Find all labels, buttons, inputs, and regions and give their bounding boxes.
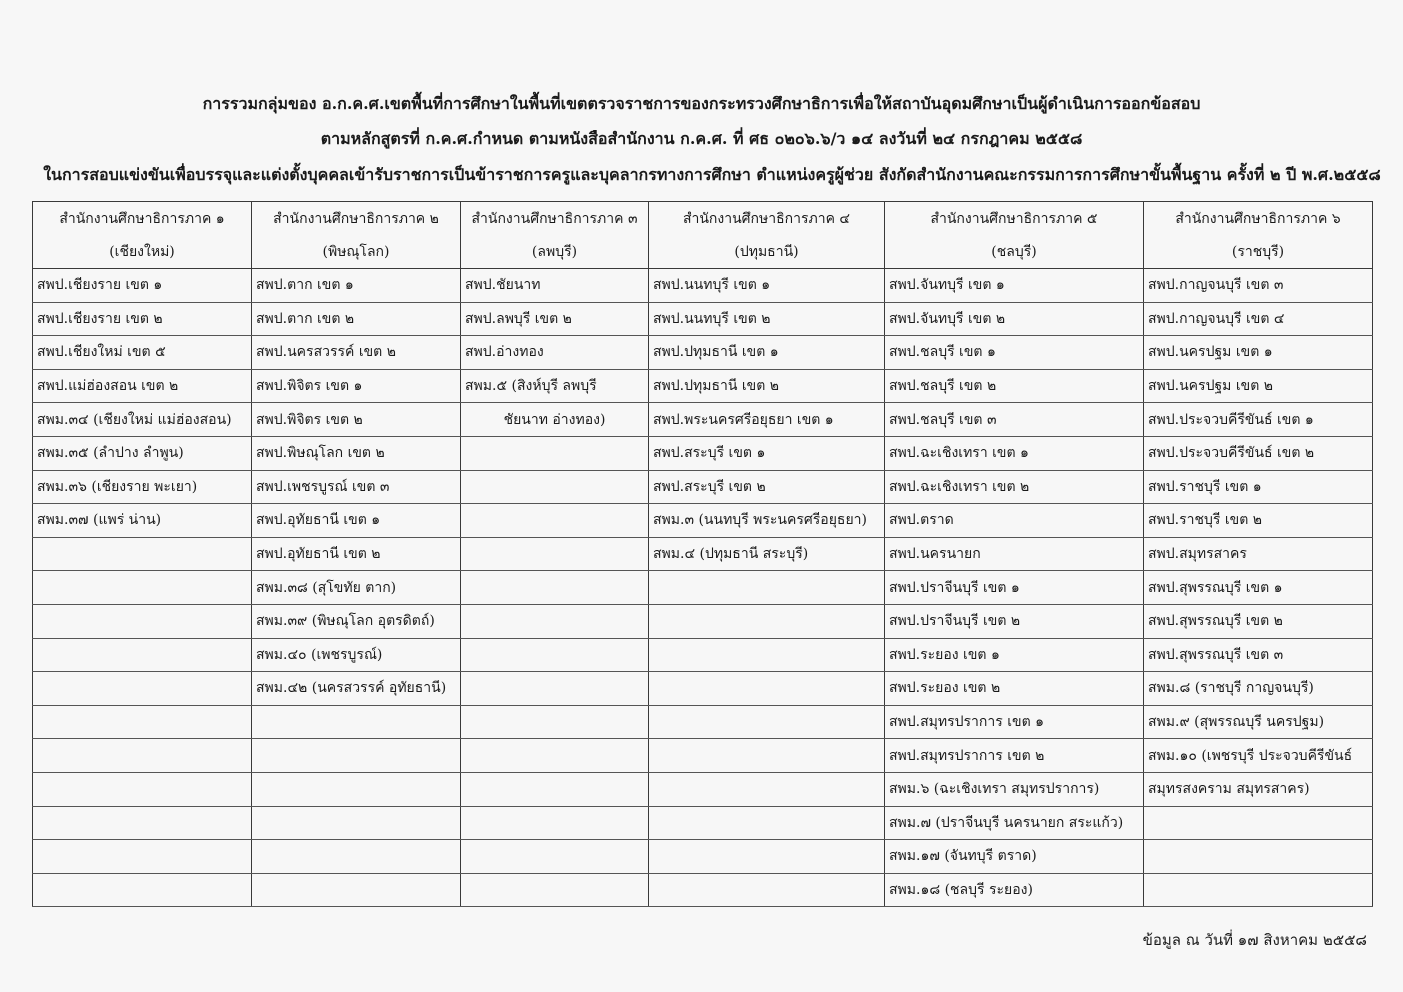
table-cell	[461, 504, 649, 538]
column-title: สำนักงานศึกษาธิการภาค ๔	[649, 202, 885, 236]
table-cell: สพม.๓๔ (เชียงใหม่ แม่ฮ่องสอน)	[33, 403, 252, 437]
column-subtitle: (พิษณุโลก)	[252, 235, 461, 269]
table-cell: สพป.จันทบุรี เขต ๒	[885, 302, 1144, 336]
document-title-line-1: การรวมกลุ่มของ อ.ก.ค.ศ.เขตพื้นที่การศึกษาในพื้นที่เขตตรวจราชการของกระทรวงศึกษาธิการเพื่อให้สถาบันอุดมศึกษาเป็นผู้ดำเนินการออกข้อสอบ	[202, 94, 1201, 113]
table-cell: สพป.ปราจีนบุรี เขต ๒	[885, 604, 1144, 638]
table-row	[33, 739, 1373, 773]
table-cell: สพป.สุพรรณบุรี เขต ๑	[1144, 571, 1373, 605]
table-row	[33, 806, 1373, 840]
table-row	[33, 672, 1373, 706]
table-cell: สพป.ลพบุรี เขต ๒	[461, 302, 649, 336]
table-cell: สพม.๓๗ (แพร่ น่าน)	[33, 504, 252, 538]
table-cell: สพป.นครปฐม เขต ๑	[1144, 336, 1373, 370]
table-cell: สพป.ระยอง เขต ๒	[885, 672, 1144, 706]
table-cell	[461, 873, 649, 907]
table-row	[33, 269, 1373, 303]
header-title-row	[33, 202, 1373, 236]
table-cell: สพป.สระบุรี เขต ๒	[649, 470, 885, 504]
table-cell: สพป.อุทัยธานี เขต ๑	[252, 504, 461, 538]
column-title: สำนักงานศึกษาธิการภาค ๖	[1144, 202, 1373, 236]
column-subtitle: (ราชบุรี)	[1144, 235, 1373, 269]
table-cell	[33, 772, 252, 806]
table-cell: สพป.นครปฐม เขต ๒	[1144, 369, 1373, 403]
table-row	[33, 772, 1373, 806]
table-cell: สพป.ชลบุรี เขต ๒	[885, 369, 1144, 403]
table-cell: สพป.สมุทรสาคร	[1144, 537, 1373, 571]
column-title: สำนักงานศึกษาธิการภาค ๒	[252, 202, 461, 236]
table-cell: สพป.พิจิตร เขต ๑	[252, 369, 461, 403]
table-row	[33, 638, 1373, 672]
table-cell: สพป.ฉะเชิงเทรา เขต ๑	[885, 436, 1144, 470]
table-cell: สพป.ปทุมธานี เขต ๑	[649, 336, 885, 370]
table-cell: สพป.เชียงใหม่ เขต ๕	[33, 336, 252, 370]
table-cell: สพม.๓๕ (ลำปาง ลำพูน)	[33, 436, 252, 470]
table-cell	[33, 537, 252, 571]
table-cell: สพป.พิษณุโลก เขต ๒	[252, 436, 461, 470]
table-cell: สพป.พระนครศรีอยุธยา เขต ๑	[649, 403, 885, 437]
table-cell: สพป.นนทบุรี เขต ๒	[649, 302, 885, 336]
table-cell: สพม.๓๘ (สุโขทัย ตาก)	[252, 571, 461, 605]
table-cell: สพม.๑๗ (จันทบุรี ตราด)	[885, 840, 1144, 874]
table-cell: สพป.ประจวบคีรีขันธ์ เขต ๑	[1144, 403, 1373, 437]
table-cell	[252, 772, 461, 806]
table-cell: สพม.๓๖ (เชียงราย พะเยา)	[33, 470, 252, 504]
table-cell	[252, 806, 461, 840]
table-row	[33, 436, 1373, 470]
table-cell: สพป.ราชบุรี เขต ๑	[1144, 470, 1373, 504]
table-row	[33, 571, 1373, 605]
column-title: สำนักงานศึกษาธิการภาค ๕	[885, 202, 1144, 236]
table-cell	[33, 840, 252, 874]
table-cell	[33, 806, 252, 840]
table-row	[33, 604, 1373, 638]
table-cell: สพป.ชัยนาท	[461, 269, 649, 303]
data-date-note: ข้อมูล ณ วันที่ ๑๗ สิงหาคม ๒๕๕๘	[1142, 931, 1367, 949]
table-cell	[461, 470, 649, 504]
table-cell: สพม.๔ (ปทุมธานี สระบุรี)	[649, 537, 885, 571]
table-cell	[461, 604, 649, 638]
table-cell	[252, 705, 461, 739]
column-subtitle: (ปทุมธานี)	[649, 235, 885, 269]
table-cell: สพม.๑๘ (ชลบุรี ระยอง)	[885, 873, 1144, 907]
table-cell	[1144, 806, 1373, 840]
table-cell	[461, 705, 649, 739]
table-row	[33, 537, 1373, 571]
table-cell: สพป.ตราด	[885, 504, 1144, 538]
table-cell	[461, 537, 649, 571]
table-cell	[649, 604, 885, 638]
table-cell: ชัยนาท อ่างทอง)	[461, 403, 649, 437]
column-subtitle: (ลพบุรี)	[461, 235, 649, 269]
table-cell	[649, 705, 885, 739]
table-cell	[649, 638, 885, 672]
table-cell: สพม.๔๐ (เพชรบูรณ์)	[252, 638, 461, 672]
table-row	[33, 705, 1373, 739]
table-cell	[649, 571, 885, 605]
document-title-line-2: ตามหลักสูตรที่ ก.ค.ศ.กำหนด ตามหนังสือสำนักงาน ก.ค.ศ. ที่ ศธ ๐๒๐๖.๖/ว ๑๔ ลงวันที่ ๒๔ กรกฎาคม ๒๕๕๘	[320, 129, 1083, 148]
table-row	[33, 470, 1373, 504]
header-subtitle-row	[33, 235, 1373, 269]
table-cell	[252, 739, 461, 773]
table-row	[33, 504, 1373, 538]
table-cell: สพม.๓ (นนทบุรี พระนครศรีอยุธยา)	[649, 504, 885, 538]
table-cell: สพป.สุพรรณบุรี เขต ๓	[1144, 638, 1373, 672]
column-subtitle: (เชียงใหม่)	[33, 235, 252, 269]
table-cell: สพม.๔๒ (นครสวรรค์ อุทัยธานี)	[252, 672, 461, 706]
table-row	[33, 403, 1373, 437]
table-cell: สพป.ฉะเชิงเทรา เขต ๒	[885, 470, 1144, 504]
table-cell: สพป.นนทบุรี เขต ๑	[649, 269, 885, 303]
table-row	[33, 336, 1373, 370]
table-cell: สพม.๑๐ (เพชรบุรี ประจวบคีรีขันธ์	[1144, 739, 1373, 773]
table-cell: สพป.ชลบุรี เขต ๑	[885, 336, 1144, 370]
table-cell	[649, 806, 885, 840]
table-cell: สพป.สมุทรปราการ เขต ๒	[885, 739, 1144, 773]
table-cell	[252, 840, 461, 874]
table-cell	[33, 604, 252, 638]
table-cell: สพป.สระบุรี เขต ๑	[649, 436, 885, 470]
table-cell: สพป.ระยอง เขต ๑	[885, 638, 1144, 672]
table-cell	[649, 739, 885, 773]
table-cell: สพป.พิจิตร เขต ๒	[252, 403, 461, 437]
table-cell	[461, 638, 649, 672]
table-cell: สพป.ประจวบคีรีขันธ์ เขต ๒	[1144, 436, 1373, 470]
table-cell: สพป.นครนายก	[885, 537, 1144, 571]
table-cell: สพป.ตาก เขต ๑	[252, 269, 461, 303]
table-cell: สพป.ชลบุรี เขต ๓	[885, 403, 1144, 437]
table-cell	[1144, 840, 1373, 874]
table-cell	[649, 672, 885, 706]
table-cell	[252, 873, 461, 907]
column-title: สำนักงานศึกษาธิการภาค ๑	[33, 202, 252, 236]
table-cell	[461, 672, 649, 706]
table-cell: สพม.๙ (สุพรรณบุรี นครปฐม)	[1144, 705, 1373, 739]
table-cell: สพม.๘ (ราชบุรี กาญจนบุรี)	[1144, 672, 1373, 706]
table-row	[33, 302, 1373, 336]
table-cell: สพป.สมุทรปราการ เขต ๑	[885, 705, 1144, 739]
table-cell: สพป.ปราจีนบุรี เขต ๑	[885, 571, 1144, 605]
table-row	[33, 873, 1373, 907]
table-cell: สพป.เชียงราย เขต ๑	[33, 269, 252, 303]
table-cell: สพม.๕ (สิงห์บุรี ลพบุรี	[461, 369, 649, 403]
table-cell	[33, 672, 252, 706]
table-cell	[461, 436, 649, 470]
table-cell: สมุทรสงคราม สมุทรสาคร)	[1144, 772, 1373, 806]
table-cell	[649, 873, 885, 907]
table-cell: สพม.๗ (ปราจีนบุรี นครนายก สระแก้ว)	[885, 806, 1144, 840]
table-cell	[461, 739, 649, 773]
region-office-table	[32, 201, 1373, 907]
table-cell: สพป.อ่างทอง	[461, 336, 649, 370]
table-cell: สพป.เพชรบูรณ์ เขต ๓	[252, 470, 461, 504]
table-cell: สพป.ราชบุรี เขต ๒	[1144, 504, 1373, 538]
table-row	[33, 840, 1373, 874]
table-cell	[33, 873, 252, 907]
table-cell: สพป.กาญจนบุรี เขต ๔	[1144, 302, 1373, 336]
table-cell	[33, 571, 252, 605]
table-cell: สพป.ปทุมธานี เขต ๒	[649, 369, 885, 403]
column-title: สำนักงานศึกษาธิการภาค ๓	[461, 202, 649, 236]
table-cell	[461, 571, 649, 605]
table-row	[33, 369, 1373, 403]
table-cell	[33, 638, 252, 672]
document-title-line-3: ในการสอบแข่งขันเพื่อบรรจุและแต่งตั้งบุคคลเข้ารับราชการเป็นข้าราชการครูและบุคลากรทางการศึกษา ตำแหน่งครูผู้ช่วย สังกัดสำนักงานคณะกรรมการการศึกษาขั้นพื้นฐาน ครั้งที่ ๒ ปี พ.ศ.๒๕๕๘	[43, 165, 1381, 184]
table-cell: สพม.๖ (ฉะเชิงเทรา สมุทรปราการ)	[885, 772, 1144, 806]
table-cell	[649, 840, 885, 874]
table-cell	[649, 772, 885, 806]
table-cell: สพป.เชียงราย เขต ๒	[33, 302, 252, 336]
table-body	[33, 269, 1373, 907]
table-cell: สพป.สุพรรณบุรี เขต ๒	[1144, 604, 1373, 638]
table-cell	[461, 840, 649, 874]
table-cell	[33, 739, 252, 773]
table-cell	[461, 772, 649, 806]
table-cell: สพป.กาญจนบุรี เขต ๓	[1144, 269, 1373, 303]
table-cell	[1144, 873, 1373, 907]
column-subtitle: (ชลบุรี)	[885, 235, 1144, 269]
table-cell: สพป.ตาก เขต ๒	[252, 302, 461, 336]
table-cell: สพม.๓๙ (พิษณุโลก อุตรดิตถ์)	[252, 604, 461, 638]
table-cell	[461, 806, 649, 840]
table-cell	[33, 705, 252, 739]
table-cell: สพป.จันทบุรี เขต ๑	[885, 269, 1144, 303]
table-cell: สพป.อุทัยธานี เขต ๒	[252, 537, 461, 571]
table-cell: สพป.แม่ฮ่องสอน เขต ๒	[33, 369, 252, 403]
table-cell: สพป.นครสวรรค์ เขต ๒	[252, 336, 461, 370]
